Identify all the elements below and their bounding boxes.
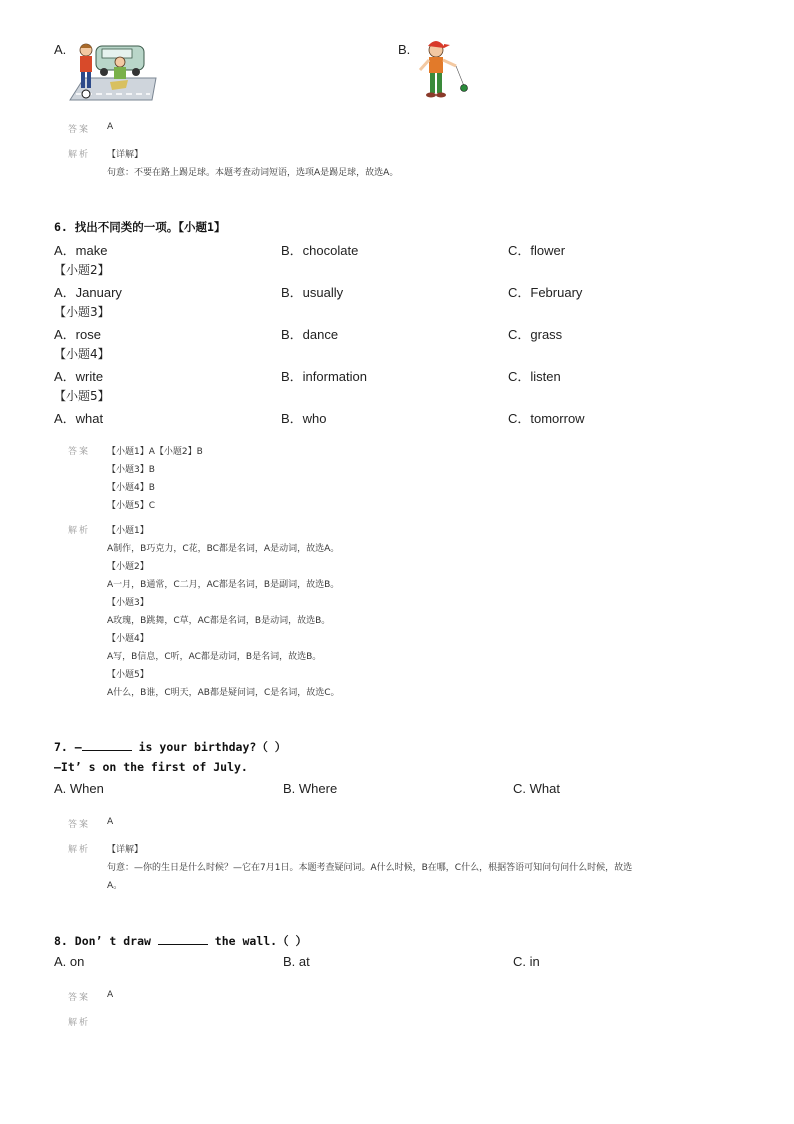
q6-analysis-line-1: 【小题1】: [107, 526, 149, 536]
q5-option-a-letter: A.: [54, 42, 67, 57]
q7-option-c: C. What: [513, 781, 560, 796]
boy-playing-yoyo-image: [414, 36, 474, 102]
q6-row4-option-b: B．information: [281, 369, 367, 384]
q6-row3-option-c: C．grass: [508, 327, 563, 342]
q8-option-a: A. on: [54, 954, 85, 969]
q6-row5-option-b: B．who: [281, 411, 327, 426]
q6-analysis-label: 解析: [68, 526, 91, 536]
q8-option-c: C. in: [513, 954, 540, 969]
q5-analysis-label: 解析: [68, 150, 91, 160]
q6-row5-option-c: C．tomorrow: [508, 411, 585, 426]
q6-row2-option-b: B．usually: [281, 285, 344, 300]
q6-row3-option-b: B．dance: [281, 327, 339, 342]
q5-analysis-text: 句意：不要在路上踢足球。本题考查动词短语，选项A是踢足球，故选A。: [107, 168, 399, 178]
q5-option-b-letter: B.: [398, 42, 411, 57]
q6-analysis-line-3: 【小题2】: [107, 562, 149, 572]
q8-answer-label: 答案: [68, 993, 91, 1003]
q6-row2-option-c: C．February: [508, 285, 583, 300]
q6-analysis-line-5: 【小题3】: [107, 598, 149, 608]
q6-analysis-line-6: A玫瑰，B跳舞，C草，AC都是名词，B是动词，故选B。: [107, 616, 331, 626]
q8-answer-value: A: [107, 990, 114, 1000]
q8-answer-blank: [158, 934, 208, 945]
q6-analysis-line-8: A写，B信息，C听，AC都是动词，B是名词，故选B。: [107, 652, 322, 662]
q7-option-b: B. Where: [283, 781, 338, 796]
q6-row4-option-a: A．write: [54, 369, 104, 384]
q6-answer-line-3: 【小题4】B: [107, 483, 155, 493]
q7-title-suffix: is your birthday?（ ）: [131, 740, 287, 754]
q6-answer-label: 答案: [68, 447, 91, 457]
q7-response-line: —It’ s on the first of July.: [54, 760, 248, 774]
q5-answer-label: 答案: [68, 125, 91, 135]
q6-analysis-line-10: A什么，B谁，C明天，AB都是疑问词，C是名词，故选C。: [107, 688, 340, 698]
q6-answer-line-4: 【小题5】C: [107, 501, 156, 511]
q6-analysis-line-4: A一月，B通常，C二月，AC都是名词，B是副词，故选B。: [107, 580, 340, 590]
q7-title: [54, 739, 286, 755]
q5-answer-value: A: [107, 122, 114, 132]
q6-row3-option-a: A．rose: [54, 327, 101, 342]
q6-row1-option-c: C．flower: [508, 243, 566, 258]
q7-title-prefix: 7. —: [54, 740, 82, 754]
q5-detail-tag: 【详解】: [107, 150, 144, 160]
q6-subquestion-3-label: 【小题3】: [54, 305, 110, 319]
q7-answer-value: A: [107, 817, 114, 827]
q6-row1-option-a: A．make: [54, 243, 108, 258]
q6-analysis-line-7: 【小题4】: [107, 634, 149, 644]
q7-answer-blank: [82, 740, 132, 751]
q6-title: 6. 找出不同类的一项。【小题1】: [54, 220, 226, 234]
q6-row1-option-b: B．chocolate: [281, 243, 359, 258]
q6-row4-option-c: C．listen: [508, 369, 561, 384]
q6-subquestion-4-label: 【小题4】: [54, 347, 110, 361]
q6-answer-line-1: 【小题1】A【小题2】B: [107, 447, 203, 457]
q6-answer-line-2: 【小题3】B: [107, 465, 155, 475]
q7-analysis-line-2: A。: [107, 881, 123, 891]
q6-row5-option-a: A．what: [54, 411, 104, 426]
q7-analysis-label: 解析: [68, 845, 91, 855]
q7-answer-label: 答案: [68, 820, 91, 830]
q7-option-a: A. When: [54, 781, 104, 796]
q6-subquestion-2-label: 【小题2】: [54, 263, 110, 277]
q6-subquestion-5-label: 【小题5】: [54, 389, 110, 403]
q6-analysis-line-9: 【小题5】: [107, 670, 149, 680]
q7-analysis-line-1: 句意：—你的生日是什么时候？—它在7月1日。本题考查疑问词。A什么时候，B在哪，C什么，根据答语可知问句问什么时候，故选: [107, 863, 633, 873]
q7-detail-tag: 【详解】: [107, 845, 144, 855]
q6-analysis-line-2: A制作，B巧克力，C花，BC都是名词，A是动词，故选A。: [107, 544, 340, 554]
q6-row2-option-a: A．January: [54, 285, 122, 300]
q8-title: [54, 933, 307, 949]
q8-analysis-label: 解析: [68, 1018, 91, 1028]
q8-title-prefix: 8. Don’ t draw: [54, 934, 158, 948]
q8-option-b: B. at: [283, 954, 310, 969]
boy-playing-football-on-road-image: [66, 38, 158, 104]
q8-title-suffix: the wall.（ ）: [207, 934, 308, 948]
